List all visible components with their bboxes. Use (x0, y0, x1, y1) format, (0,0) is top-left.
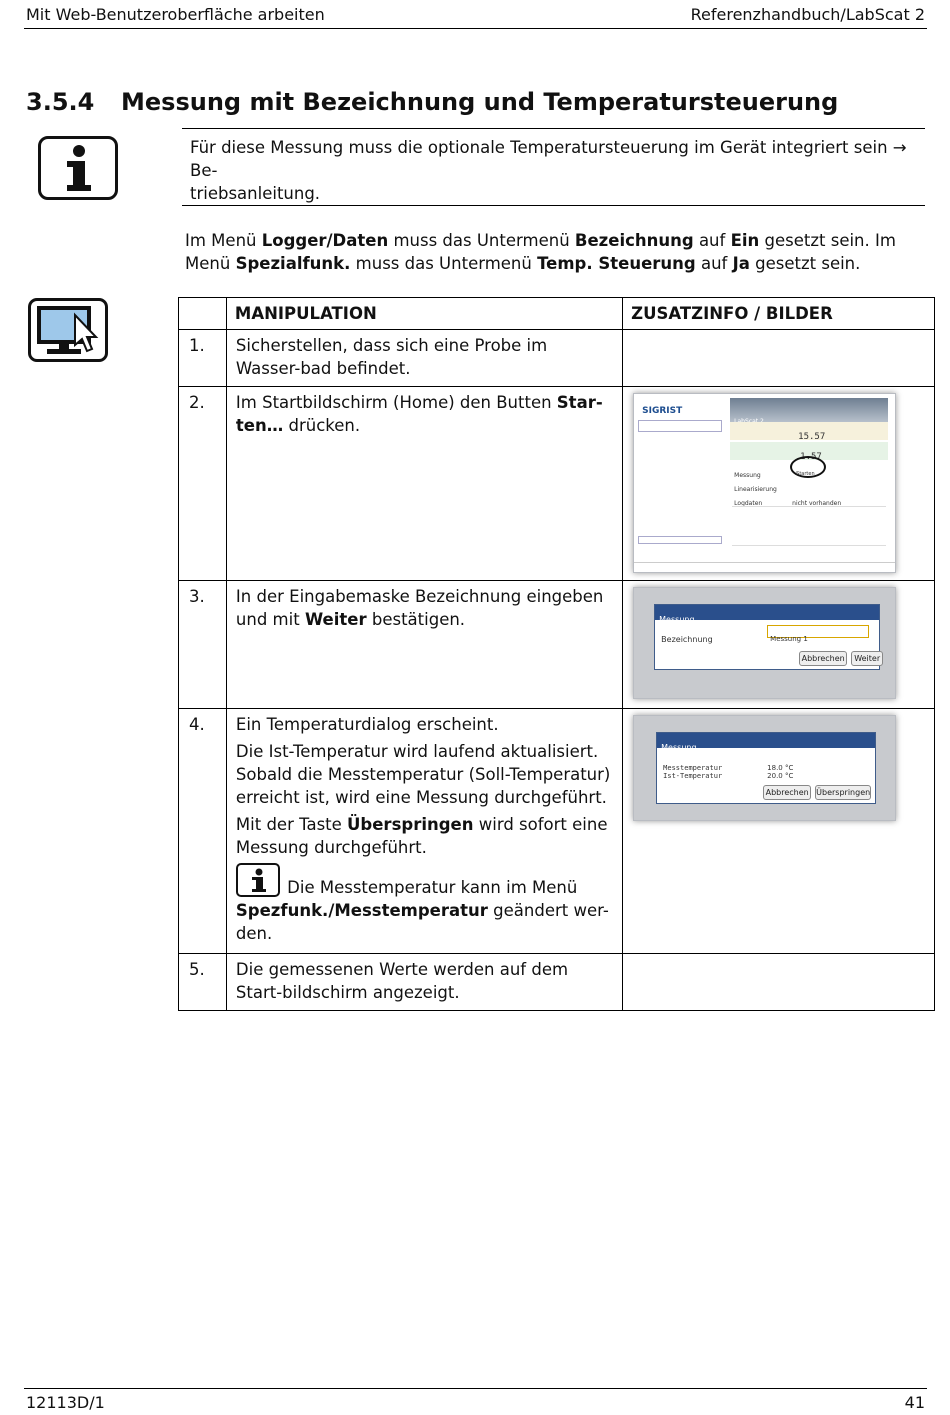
computer-icon (28, 298, 108, 362)
table-row: 3. In der Eingabemaske Bezeichnung eingeben und mit Weiter bestätigen. Messung Bezeichnung Messung 1 Abbrechen Weiter (179, 581, 935, 709)
table-header-row (179, 298, 935, 330)
table-row: 5. Die gemessenen Werte werden auf dem Start-bildschirm angezeigt. (179, 954, 935, 1011)
info-icon-small (236, 863, 280, 897)
section-number: 3.5.4 (26, 88, 95, 116)
steps-table (178, 297, 935, 1011)
table-row: 2. Im Startbildschirm (Home) den Butten Star-ten… drücken. SIGRIST 15.57 1.57 Messung Starten Linearisierung Logdaten nicht vorhanden (179, 387, 935, 581)
column-header-zusatzinfo: ZUSATZINFO / BILDER (623, 298, 935, 330)
menu-prerequisite: Im Menü Logger/Daten muss das Untermenü Bezeichnung auf Ein gesetzt sein. Im Menü Spezialfunk. muss das Untermenü Temp. Steuerung auf Ja gesetzt sein. (185, 231, 896, 273)
page-number: 41 (904, 1393, 925, 1412)
name-dialog-screenshot: Messung Bezeichnung Messung 1 Abbrechen Weiter (633, 587, 896, 699)
page-header (24, 5, 927, 29)
document-number: 12113D/1 (26, 1393, 105, 1412)
table-row: 4. Ein Temperaturdialog erscheint. Die Ist-Temperatur wird laufend aktualisiert. Sobald die Messtemperatur (Soll-Temperatur) erreicht ist, wird eine Messung durchgeführt. Mit der Taste Überspringen wird sofort eine Messung durchgeführt. Die Messtemperatur kann im Menü Spezfunk./Messtemperatur geändert wer-den. Messung Messtemperatur 18.0 °C Ist-Temperatur 20.0 °C Abbrechen Überspringen (179, 709, 935, 954)
table-row: 1. Sicherstellen, dass sich eine Probe im Wasser-bad befindet. (179, 330, 935, 387)
header-chapter: Mit Web-Benutzeroberfläche arbeiten (26, 5, 325, 24)
section-heading (26, 88, 838, 116)
info-note: Für diese Messung muss die optionale Temperatursteuerung im Gerät integriert sein → Be- triebsanleitung. (182, 128, 925, 206)
info-icon (38, 136, 118, 200)
page-footer (24, 1388, 927, 1412)
column-header-manipulation: MANIPULATION (226, 298, 622, 330)
temperature-dialog-screenshot: Messung Messtemperatur 18.0 °C Ist-Temperatur 20.0 °C Abbrechen Überspringen (633, 715, 896, 821)
home-screen-screenshot: SIGRIST 15.57 1.57 Messung Starten Linearisierung Logdaten nicht vorhanden (633, 393, 896, 573)
section-title: Messung mit Bezeichnung und Temperatursteuerung (121, 88, 839, 116)
header-manual: Referenzhandbuch/LabScat 2 (690, 5, 925, 24)
